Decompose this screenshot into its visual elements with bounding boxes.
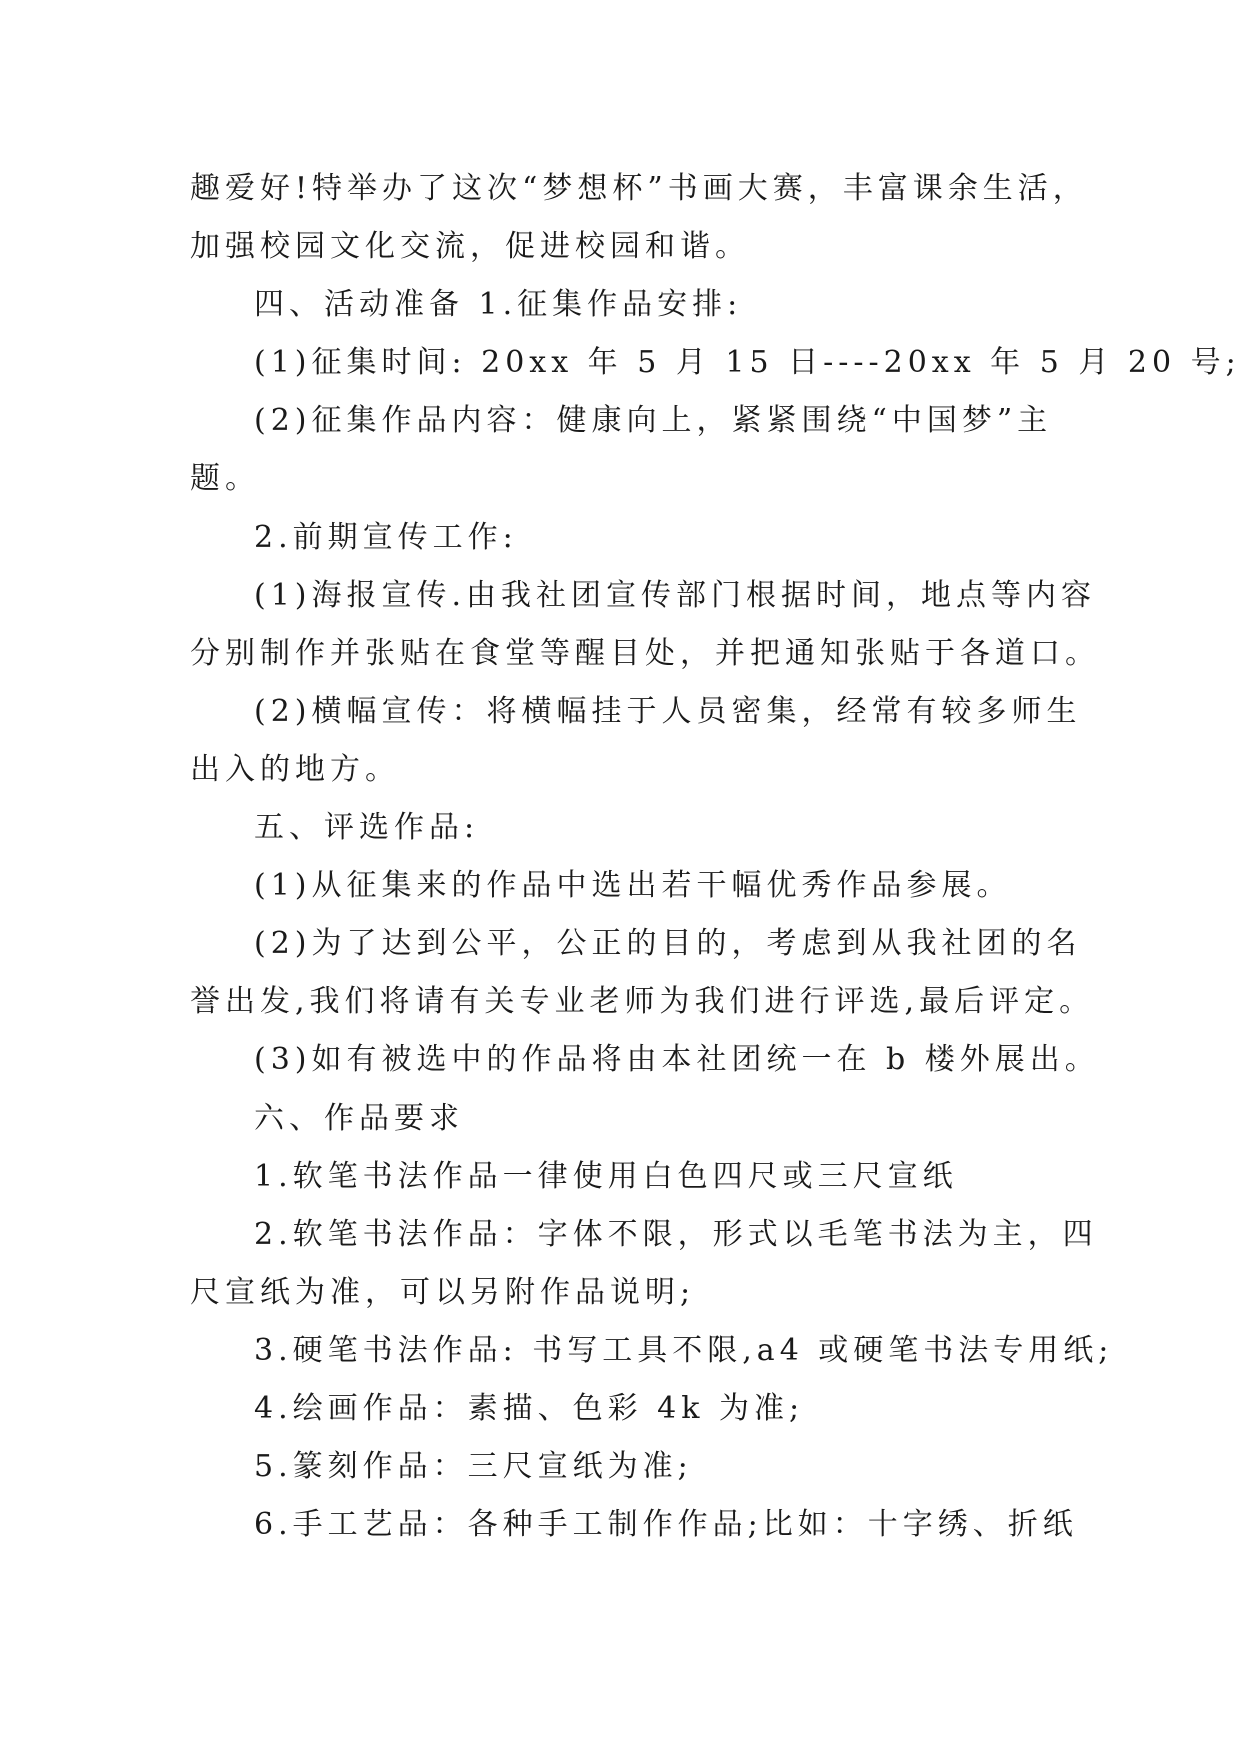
text-line: 誉出发,我们将请有关专业老师为我们进行评选,最后评定。 bbox=[190, 984, 1095, 1020]
text-line: 趣爱好!特举办了这次“梦想杯”书画大赛，丰富课余生活， bbox=[190, 171, 1088, 206]
text-line: (2)为了达到公平，公正的目的，考虑到从我社团的名 bbox=[254, 926, 1082, 962]
text-line: 加强校园文化交流，促进校园和谐。 bbox=[190, 229, 750, 265]
list-item: 5.篆刻作品：三尺宣纸为准; bbox=[254, 1449, 693, 1485]
text-line: (1)征集时间: 20xx 年 5 月 15 日----20xx 年 5 月 20 号; bbox=[254, 345, 1241, 381]
text-line: 分别制作并张贴在食堂等醒目处，并把通知张贴于各道口。 bbox=[190, 635, 1100, 671]
text-line: (2)横幅宣传：将横幅挂于人员密集，经常有较多师生 bbox=[254, 693, 1082, 729]
section-heading: 四、活动准备 1.征集作品安排: bbox=[254, 287, 743, 323]
text-line: (1)从征集来的作品中选出若干幅优秀作品参展。 bbox=[254, 868, 1012, 904]
text-line: (1)海报宣传.由我社团宣传部门根据时间，地点等内容 bbox=[254, 577, 1097, 613]
text-line: 尺宣纸为准，可以另附作品说明; bbox=[190, 1274, 696, 1310]
subsection-heading: 2.前期宣传工作: bbox=[254, 519, 518, 555]
text-line: 题。 bbox=[190, 461, 260, 497]
section-heading: 六、作品要求 bbox=[254, 1100, 464, 1136]
list-item: 3.硬笔书法作品: 书写工具不限,a4 或硬笔书法专用纸; bbox=[254, 1332, 1114, 1368]
section-heading: 五、评选作品: bbox=[254, 810, 480, 846]
list-item: 4.绘画作品：素描、色彩 4k 为准; bbox=[254, 1390, 805, 1426]
list-item: 6.手工艺品：各种手工制作作品;比如：十字绣、折纸 bbox=[254, 1507, 1078, 1543]
text-line: 出入的地方。 bbox=[190, 751, 400, 787]
document-body bbox=[190, 160, 1241, 1554]
list-item: 1.软笔书法作品一律使用白色四尺或三尺宣纸 bbox=[254, 1158, 958, 1194]
text-line: (3)如有被选中的作品将由本社团统一在 b 楼外展出。 bbox=[254, 1042, 1100, 1078]
list-item: 2.软笔书法作品：字体不限，形式以毛笔书法为主，四 bbox=[254, 1216, 1098, 1252]
text-line: (2)征集作品内容：健康向上，紧紧围绕“中国梦”主 bbox=[254, 403, 1053, 439]
